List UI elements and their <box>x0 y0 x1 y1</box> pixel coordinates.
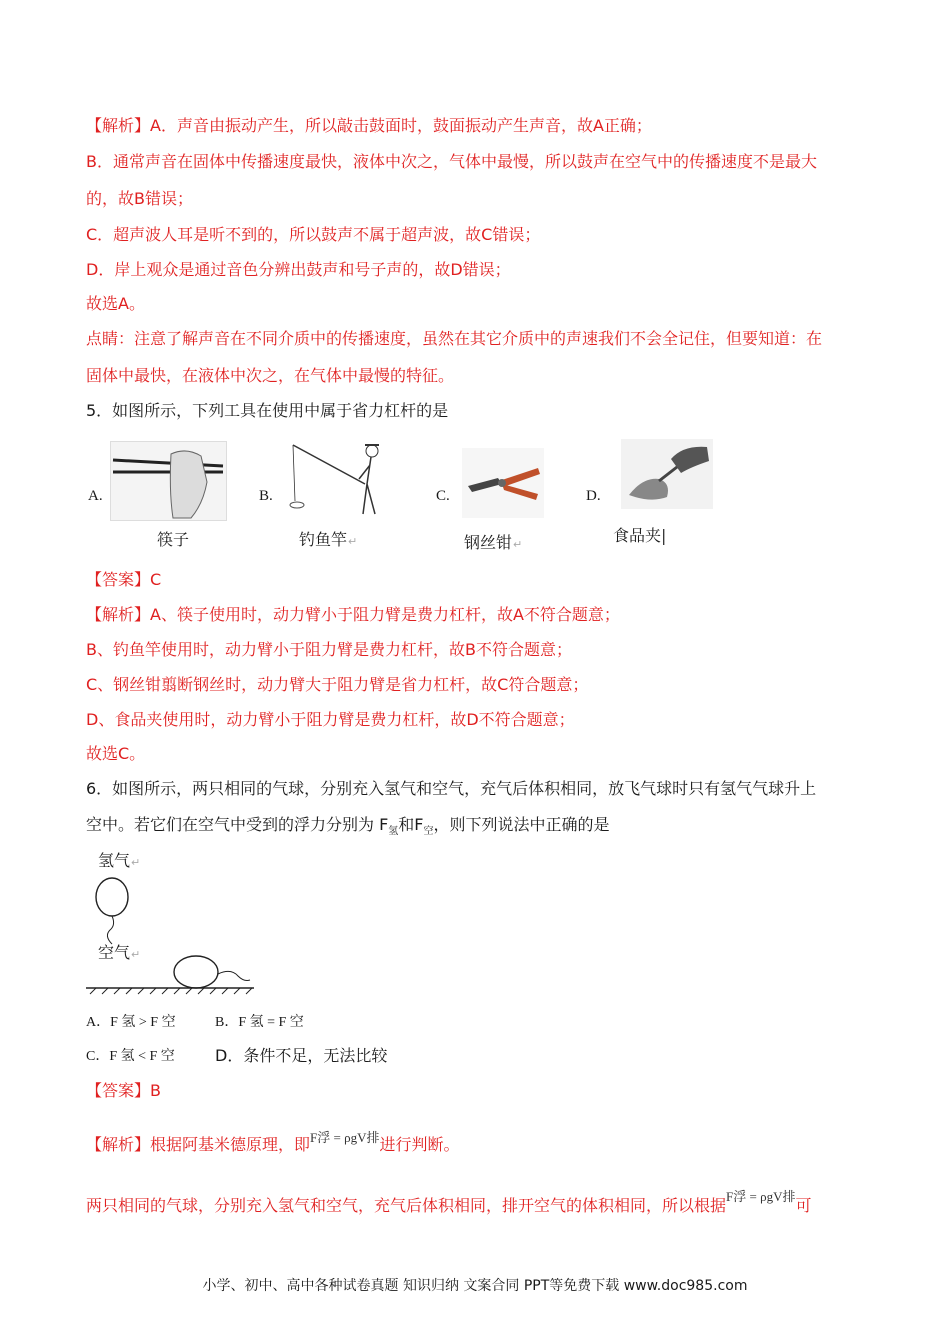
q5-option-b-letter: B. <box>259 488 273 504</box>
buoyancy-formula: F浮 = ρgV排 <box>726 1189 796 1204</box>
q6-answer: 【答案】B <box>86 1081 161 1100</box>
chopsticks-image <box>110 441 227 521</box>
q4-choice: 故选A。 <box>86 294 145 313</box>
q5-option-a-caption: 筷子 <box>157 530 190 549</box>
q4-analysis-line-2: B．通常声音在固体中传播速度最快，液体中次之，气体中最慢，所以鼓声在空气中的传播速度不是最大 <box>86 152 817 171</box>
q6-option-a: A．F 氢 > F 空 <box>86 1015 176 1030</box>
q4-analysis-line-1: 【解析】A．声音由振动产生，所以敲击鼓面时，鼓面振动产生声音，故A正确； <box>86 116 652 135</box>
q5-option-a-letter: A. <box>88 488 103 504</box>
footer-text: 小学、初中、高中各种试卷真题 知识归纳 文案合同 PPT等免费下载 www.doc985.com <box>202 1278 748 1294</box>
q5-question: 5．如图所示，下列工具在使用中属于省力杠杆的是 <box>86 401 449 420</box>
buoyancy-formula: F浮 = ρgV排 <box>310 1130 380 1145</box>
q5-analysis-line-1: 【解析】A、筷子使用时，动力臂小于阻力臂是费力杠杆，故A不符合题意； <box>86 605 620 624</box>
air-label: 空气↵ <box>98 943 141 962</box>
q6-option-b: B．F 氢 = F 空 <box>215 1015 304 1030</box>
q5-answer: 【答案】C <box>86 570 162 589</box>
q5-analysis-line-4: D、食品夹使用时，动力臂小于阻力臂是费力杠杆，故D不符合题意； <box>86 710 575 729</box>
q5-analysis-line-3: C、钢丝钳翦断钢丝时，动力臂大于阻力臂是省力杠杆，故C符合题意； <box>86 675 589 694</box>
q5-option-c-letter: C. <box>436 488 450 504</box>
q5-choice: 故选C。 <box>86 744 146 763</box>
pliers-image <box>462 448 544 518</box>
q4-analysis-line-5: D．岸上观众是通过音色分辨出鼓声和号子声的，故D错误； <box>86 260 511 279</box>
q6-analysis-line-1: 【解析】根据阿基米德原理，即F浮 = ρgV排进行判断。 <box>86 1130 460 1154</box>
q4-analysis-line-4: C．超声波人耳是听不到的，所以鼓声不属于超声波，故C错误； <box>86 225 541 244</box>
q5-option-d-letter: D. <box>586 488 601 504</box>
q5-option-c-caption: 钢丝钳↵ <box>464 533 523 552</box>
q5-analysis-line-2: B、钓鱼竿使用时，动力臂小于阻力臂是费力杠杆，故B不符合题意； <box>86 640 572 659</box>
hydrogen-label: 氢气↵ <box>98 851 141 870</box>
q4-note-line-2: 固体中最快，在液体中次之，在气体中最慢的特征。 <box>86 366 455 385</box>
q6-option-c: C．F 氢 < F 空 <box>86 1049 175 1064</box>
q6-question-line-2: 空中。若它们在空气中受到的浮力分别为 $F_氢$和$F_空$，则下列说法中正确的是 <box>86 815 610 837</box>
return-mark-icon: ↵ <box>348 535 358 548</box>
q5-option-d-caption: 食品夹| <box>613 526 667 545</box>
q6-analysis-line-2: 两只相同的气球，分别充入氢气和空气，充气后体积相同，排开空气的体积相同，所以根据F浮 = ρgV排可 <box>86 1189 812 1215</box>
balloons-diagram <box>86 870 256 995</box>
q5-option-b-caption: 钓鱼竿↵ <box>299 530 358 549</box>
food-tongs-image <box>621 439 713 509</box>
q6-question-line-1: 6．如图所示，两只相同的气球，分别充入氢气和空气，充气后体积相同，放飞气球时只有氢气气球升上 <box>86 779 817 798</box>
fishing-rod-image <box>287 439 392 517</box>
return-mark-icon: ↵ <box>513 538 523 551</box>
q4-analysis-line-3: 的，故B错误； <box>86 189 193 208</box>
q6-option-d: D．条件不足，无法比较 <box>215 1046 388 1065</box>
q4-note-line-1: 点睛：注意了解声音在不同介质中的传播速度，虽然在其它介质中的声速我们不会全记住，但要知道：在 <box>86 329 823 348</box>
